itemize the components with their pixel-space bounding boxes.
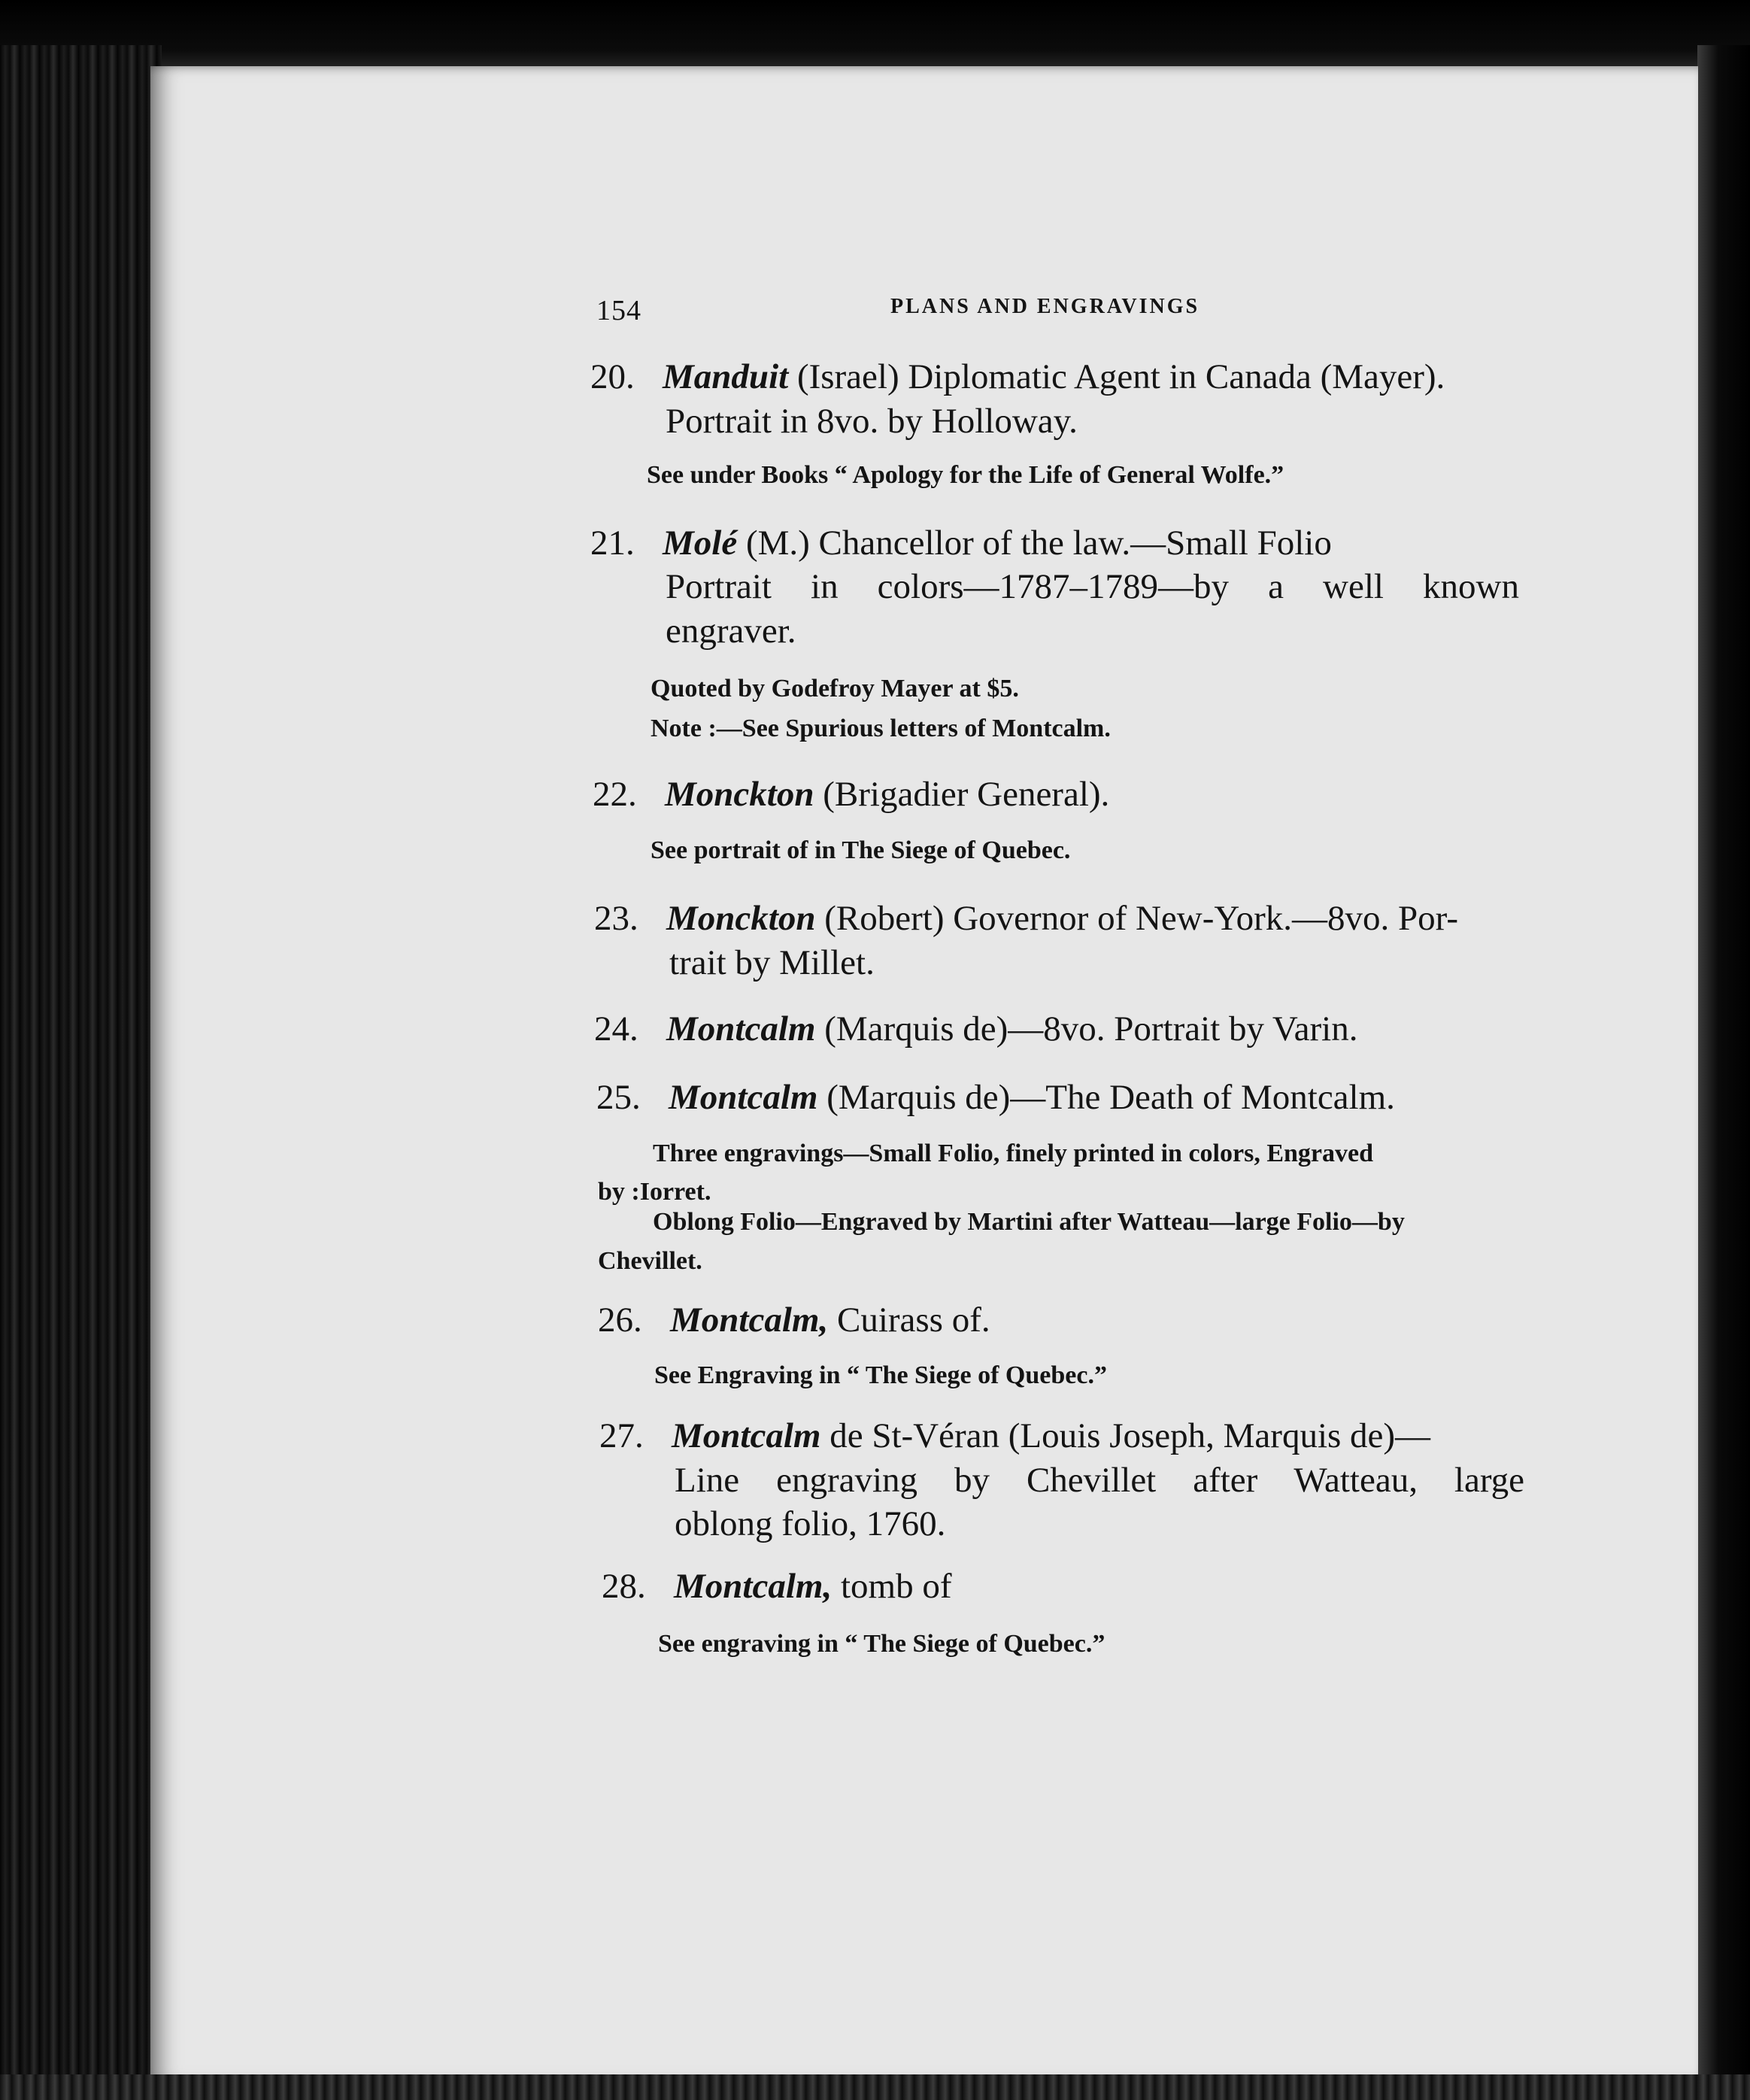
entry-number: 24. bbox=[594, 1009, 638, 1048]
entry-name: Manduit bbox=[663, 357, 789, 396]
entry-text: tomb of bbox=[840, 1567, 952, 1606]
entry-continuation: oblong folio, 1760. bbox=[675, 1504, 946, 1543]
entry-name: Montcalm, bbox=[674, 1567, 833, 1606]
entry-22 bbox=[593, 772, 1109, 816]
entry-text: (Marquis de)—The Death of Montcalm. bbox=[826, 1078, 1395, 1117]
entry-note: Quoted by Godefroy Mayer at $5. bbox=[651, 675, 1019, 703]
page-number: 154 bbox=[596, 295, 641, 326]
entry-number: 28. bbox=[602, 1567, 646, 1606]
scan-frame-bottom bbox=[0, 2074, 1750, 2100]
entry-text: (Israel) Diplomatic Agent in Canada (Mayer). bbox=[796, 357, 1445, 396]
entry-number: 25. bbox=[596, 1078, 641, 1117]
entry-note: Oblong Folio—Engraved by Martini after Watteau—large Folio—by bbox=[653, 1208, 1405, 1236]
entry-24 bbox=[594, 1007, 1357, 1051]
entry-continuation: Portrait in colors—1787–1789—by a well known bbox=[666, 567, 1519, 606]
entry-23 bbox=[594, 897, 1458, 940]
entry-text: (Robert) Governor of New-York.—8vo. Por- bbox=[824, 899, 1459, 938]
entry-number: 27. bbox=[599, 1416, 644, 1455]
entry-text: (Brigadier General). bbox=[823, 775, 1110, 814]
book-spine bbox=[0, 45, 162, 2100]
entry-name: Montcalm bbox=[666, 1009, 816, 1048]
entry-note: See under Books “ Apology for the Life of General Wolfe.” bbox=[647, 461, 1284, 489]
entry-note: See portrait of in The Siege of Quebec. bbox=[651, 836, 1071, 864]
entry-21 bbox=[590, 521, 1332, 565]
entry-note: See Engraving in “ The Siege of Quebec.” bbox=[654, 1361, 1107, 1389]
entry-name: Molé bbox=[663, 523, 738, 563]
entry-text: (Marquis de)—8vo. Portrait by Varin. bbox=[824, 1009, 1358, 1048]
scan-frame-right bbox=[1697, 45, 1750, 2100]
entry-number: 21. bbox=[590, 523, 635, 563]
entry-name: Montcalm bbox=[669, 1078, 818, 1117]
entry-note: Three engravings—Small Folio, finely printed in colors, Engraved bbox=[653, 1140, 1373, 1167]
entry-note: See engraving in “ The Siege of Quebec.” bbox=[658, 1630, 1106, 1658]
entry-25 bbox=[596, 1076, 1395, 1119]
entry-27 bbox=[599, 1414, 1430, 1458]
entry-number: 26. bbox=[598, 1300, 642, 1340]
entry-continuation: engraver. bbox=[666, 611, 796, 651]
entry-name: Montcalm bbox=[672, 1416, 821, 1455]
entry-number: 20. bbox=[590, 357, 635, 396]
entry-text: Cuirass of. bbox=[836, 1300, 990, 1340]
entry-text: (M.) Chancellor of the law.—Small Folio bbox=[745, 523, 1332, 563]
scan-frame-top bbox=[0, 0, 1750, 72]
entry-name: Monckton bbox=[666, 899, 816, 938]
entry-26 bbox=[598, 1298, 990, 1342]
entry-note: by :Iorret. bbox=[598, 1178, 711, 1206]
entry-text: de St-Véran (Louis Joseph, Marquis de)— bbox=[830, 1416, 1431, 1455]
running-title: PLANS AND ENGRAVINGS bbox=[890, 295, 1200, 318]
entry-20 bbox=[590, 355, 1445, 399]
entry-number: 23. bbox=[594, 899, 638, 938]
entry-note: Chevillet. bbox=[598, 1247, 702, 1275]
entry-name: Monckton bbox=[665, 775, 814, 814]
entry-continuation: Line engraving by Chevillet after Watteau, large bbox=[675, 1461, 1524, 1500]
entry-continuation: trait by Millet. bbox=[669, 943, 875, 982]
entry-continuation: Portrait in 8vo. by Holloway. bbox=[666, 402, 1078, 441]
entry-number: 22. bbox=[593, 775, 637, 814]
entry-name: Montcalm, bbox=[670, 1300, 829, 1340]
entry-note: Note :—See Spurious letters of Montcalm. bbox=[651, 715, 1111, 742]
entry-28 bbox=[602, 1564, 952, 1608]
